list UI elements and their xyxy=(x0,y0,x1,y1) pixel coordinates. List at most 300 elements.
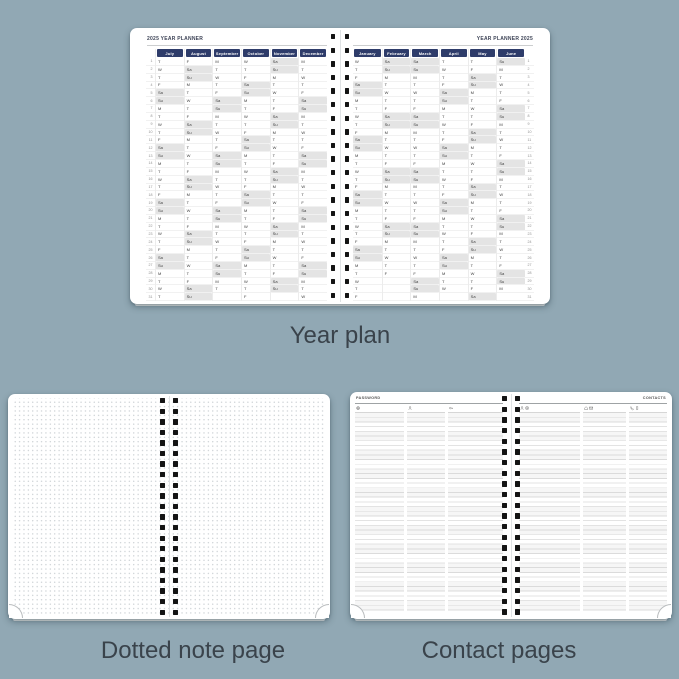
column-header xyxy=(629,405,667,412)
month-column xyxy=(155,49,184,301)
spiral-binding-square xyxy=(345,170,350,175)
spiral-binding-square xyxy=(173,525,178,530)
day-cell: T xyxy=(156,58,184,66)
spiral-binding-square xyxy=(160,536,165,541)
spine-line xyxy=(169,396,170,617)
day-cell: T xyxy=(299,66,327,74)
day-cell: T xyxy=(185,160,213,168)
day-number: 8 xyxy=(146,113,155,121)
day-cell: T xyxy=(156,74,184,82)
user-icon xyxy=(408,406,412,410)
password-columns xyxy=(355,405,503,612)
day-cell: F xyxy=(299,144,327,152)
day-cell: T xyxy=(185,144,213,152)
day-cell: F xyxy=(156,82,184,90)
day-number: 19 xyxy=(146,199,155,207)
day-cell: M xyxy=(185,82,213,90)
spiral-binding-square xyxy=(160,451,165,456)
right-page-title: YEAR PLANNER 2025 xyxy=(476,36,533,42)
contacts-columns xyxy=(519,405,667,612)
day-cell: T xyxy=(185,199,213,207)
day-cell: T xyxy=(156,238,184,246)
day-number: 16 xyxy=(525,176,534,184)
day-cell: T xyxy=(353,231,382,239)
day-cell: Sa xyxy=(271,113,299,121)
day-cell: T xyxy=(271,191,299,199)
day-cell: Sa xyxy=(185,176,213,184)
day-cell: F xyxy=(353,129,382,137)
day-cell: T xyxy=(383,82,411,90)
day-cell: Sa xyxy=(411,168,439,176)
day-number: 20 xyxy=(146,207,155,215)
spiral-binding-square xyxy=(502,449,507,454)
month-column xyxy=(468,49,497,301)
spiral-binding-square xyxy=(173,461,178,466)
day-cell: Su xyxy=(185,184,213,192)
day-cell: W xyxy=(299,293,327,301)
day-cell: T xyxy=(440,168,468,176)
day-number: 20 xyxy=(525,207,534,215)
day-cell: Sa xyxy=(440,144,468,152)
day-cell: Su xyxy=(440,97,468,105)
ruled-lines xyxy=(448,412,503,612)
spiral-binding-square xyxy=(160,599,165,604)
spiral-binding-square xyxy=(173,599,178,604)
day-cell: Su xyxy=(213,105,241,113)
spiral-binding-square xyxy=(173,557,178,562)
day-cell: M xyxy=(440,160,468,168)
spine-line xyxy=(340,30,341,302)
day-cell: F xyxy=(440,246,468,254)
day-cell: W xyxy=(469,270,497,278)
ruled-column xyxy=(355,405,404,612)
spiral-binding-square xyxy=(345,197,350,202)
day-cell: Su xyxy=(185,293,213,301)
day-cell: T xyxy=(411,97,439,105)
spiral-binding-square xyxy=(331,170,336,175)
day-cell: Sa xyxy=(469,293,497,301)
day-cell: Sa xyxy=(185,121,213,129)
user-icon xyxy=(520,406,524,410)
day-cell: W xyxy=(440,121,468,129)
day-cell: T xyxy=(299,285,327,293)
spiral-binding-square xyxy=(502,577,507,582)
day-cell: M xyxy=(383,74,411,82)
spiral-binding-square xyxy=(331,184,336,189)
day-cell: T xyxy=(383,207,411,215)
day-cell: M xyxy=(213,223,241,231)
spiral-binding-square xyxy=(502,609,507,614)
day-cell: F xyxy=(242,238,270,246)
day-cell: Sa xyxy=(440,89,468,97)
spiral-binding-square xyxy=(502,492,507,497)
month-header: September xyxy=(215,50,239,56)
day-cell: F xyxy=(469,66,497,74)
day-cell: W xyxy=(497,246,525,254)
spiral-binding-square xyxy=(515,545,520,550)
mobile-icon xyxy=(635,406,639,410)
day-number: 30 xyxy=(525,285,534,293)
spiral-binding-square xyxy=(345,252,350,257)
day-cell: Sa xyxy=(469,129,497,137)
day-cell: T xyxy=(156,278,184,286)
day-cell: Su xyxy=(383,66,411,74)
day-cell: T xyxy=(242,160,270,168)
contacts-page xyxy=(519,392,667,619)
day-cell: F xyxy=(185,278,213,286)
day-cell: W xyxy=(156,285,184,293)
day-cell: T xyxy=(383,191,411,199)
spiral-binding-square xyxy=(345,265,350,270)
month-column xyxy=(270,49,299,301)
day-cell: M xyxy=(353,97,382,105)
day-cell: M xyxy=(185,191,213,199)
day-cell: W xyxy=(185,207,213,215)
month-header: April xyxy=(441,49,467,57)
day-number: 23 xyxy=(146,231,155,239)
day-number: 26 xyxy=(146,254,155,262)
day-cell: Sa xyxy=(383,58,411,66)
column-header xyxy=(355,405,404,412)
day-number: 18 xyxy=(525,191,534,199)
day-cell: M xyxy=(185,136,213,144)
day-cell: Su xyxy=(411,285,439,293)
phone-icon xyxy=(630,406,634,410)
day-cell: M xyxy=(383,184,411,192)
spiral-binding-square xyxy=(345,293,350,298)
password-page xyxy=(355,392,503,619)
day-cell: F xyxy=(383,160,411,168)
day-cell: Su xyxy=(185,129,213,137)
day-cell: F xyxy=(271,160,299,168)
day-cell: T xyxy=(497,74,525,82)
spiral-binding-square xyxy=(173,504,178,509)
day-cell: M xyxy=(411,129,439,137)
day-number: 18 xyxy=(146,191,155,199)
ruled-lines xyxy=(519,412,580,612)
day-cell: Su xyxy=(497,168,525,176)
ruled-column xyxy=(629,405,667,612)
day-cell: F xyxy=(383,105,411,113)
spiral-binding-square xyxy=(173,567,178,572)
day-cell: Sa xyxy=(299,207,327,215)
day-cell: M xyxy=(353,152,382,160)
spiral-binding-square xyxy=(502,481,507,486)
day-cell: F xyxy=(353,293,382,301)
spiral-binding-right xyxy=(173,398,178,615)
day-cell: M xyxy=(353,262,382,270)
day-number: 12 xyxy=(146,144,155,152)
spiral-binding-square xyxy=(331,102,336,107)
day-number: 13 xyxy=(146,152,155,160)
day-cell: M xyxy=(440,270,468,278)
day-cell: T xyxy=(156,129,184,137)
day-cell: F xyxy=(497,262,525,270)
day-cell: Su xyxy=(213,270,241,278)
spiral-binding-square xyxy=(331,238,336,243)
spiral-binding-square xyxy=(160,472,165,477)
header-spacer xyxy=(146,49,155,58)
spiral-binding-right xyxy=(515,396,520,615)
day-cell: T xyxy=(497,184,525,192)
month-column xyxy=(212,49,241,301)
day-cell: M xyxy=(242,207,270,215)
spiral-binding-square xyxy=(331,252,336,257)
day-cell: Sa xyxy=(156,144,184,152)
day-number: 27 xyxy=(525,262,534,270)
spiral-binding-square xyxy=(502,503,507,508)
spiral-binding-square xyxy=(515,407,520,412)
spiral-binding-square xyxy=(502,567,507,572)
day-cell: T xyxy=(411,152,439,160)
day-cell: W xyxy=(213,74,241,82)
day-cell: Sa xyxy=(411,223,439,231)
day-number: 22 xyxy=(525,223,534,231)
day-cell: Su xyxy=(469,191,497,199)
day-cell: T xyxy=(469,223,497,231)
day-cell: T xyxy=(440,223,468,231)
day-cell: Su xyxy=(271,66,299,74)
day-number: 4 xyxy=(525,82,534,90)
day-cell: W xyxy=(299,74,327,82)
day-cell: T xyxy=(440,184,468,192)
day-number: 14 xyxy=(525,160,534,168)
day-cell: T xyxy=(497,238,525,246)
month-header: July xyxy=(157,49,183,57)
year-planner-right-page xyxy=(340,28,550,304)
day-cell: T xyxy=(213,176,241,184)
day-cell: M xyxy=(497,231,525,239)
day-cell: T xyxy=(213,191,241,199)
day-cell: T xyxy=(383,97,411,105)
day-cell: T xyxy=(469,278,497,286)
month-header: October xyxy=(243,49,269,57)
spiral-binding-square xyxy=(331,34,336,39)
day-cell: T xyxy=(411,246,439,254)
day-cell: Sa xyxy=(185,285,213,293)
spiral-binding-left xyxy=(502,396,507,615)
day-cell: F xyxy=(185,168,213,176)
spiral-binding-square xyxy=(502,545,507,550)
day-cell: T xyxy=(213,231,241,239)
spine-line xyxy=(511,394,512,617)
day-number-column xyxy=(146,49,155,301)
ruled-column xyxy=(519,405,580,612)
day-cell: W xyxy=(411,144,439,152)
day-cell: W xyxy=(411,89,439,97)
day-cell: M xyxy=(156,105,184,113)
day-cell: Sa xyxy=(299,97,327,105)
day-cell: M xyxy=(271,74,299,82)
spiral-binding-square xyxy=(331,116,336,121)
day-cell: Sa xyxy=(497,270,525,278)
day-number: 6 xyxy=(146,97,155,105)
spiral-binding-square xyxy=(345,34,350,39)
spiral-binding-square xyxy=(173,409,178,414)
day-number: 9 xyxy=(146,121,155,129)
day-cell: M xyxy=(497,121,525,129)
day-cell: W xyxy=(185,97,213,105)
day-cell: T xyxy=(411,136,439,144)
spiral-binding-square xyxy=(515,449,520,454)
day-number: 27 xyxy=(146,262,155,270)
spiral-binding-square xyxy=(173,610,178,615)
day-cell: W xyxy=(383,199,411,207)
day-number: 16 xyxy=(146,176,155,184)
day-number: 2 xyxy=(146,66,155,74)
day-number: 17 xyxy=(525,184,534,192)
day-cell: T xyxy=(156,223,184,231)
day-cell: F xyxy=(469,285,497,293)
spiral-binding-square xyxy=(160,461,165,466)
day-cell: W xyxy=(271,254,299,262)
day-cell: W xyxy=(383,89,411,97)
day-number: 12 xyxy=(525,144,534,152)
spiral-binding-square xyxy=(515,428,520,433)
day-cell: Su xyxy=(383,231,411,239)
day-cell: Sa xyxy=(383,168,411,176)
day-cell: M xyxy=(156,160,184,168)
day-number: 15 xyxy=(146,168,155,176)
day-number: 23 xyxy=(525,231,534,239)
day-cell: T xyxy=(213,66,241,74)
spiral-binding-square xyxy=(345,61,350,66)
day-cell: Sa xyxy=(213,262,241,270)
day-cell: T xyxy=(271,262,299,270)
day-cell: M xyxy=(242,97,270,105)
day-number: 9 xyxy=(525,121,534,129)
day-cell: T xyxy=(353,285,382,293)
day-cell: T xyxy=(353,176,382,184)
spiral-binding-square xyxy=(331,156,336,161)
spiral-binding-square xyxy=(345,102,350,107)
day-number: 10 xyxy=(525,129,534,137)
day-cell: M xyxy=(383,129,411,137)
day-cell: Su xyxy=(353,144,382,152)
day-cell: T xyxy=(213,82,241,90)
month-header: November xyxy=(272,49,298,57)
day-cell: T xyxy=(299,82,327,90)
day-cell: M xyxy=(271,238,299,246)
day-cell: F xyxy=(213,144,241,152)
day-cell: M xyxy=(497,285,525,293)
day-cell: Su xyxy=(469,82,497,90)
day-cell: F xyxy=(213,89,241,97)
day-cell: Sa xyxy=(185,231,213,239)
spiral-binding-square xyxy=(345,225,350,230)
spiral-binding-square xyxy=(502,513,507,518)
spiral-binding-square xyxy=(502,535,507,540)
day-cell: F xyxy=(299,254,327,262)
day-cell: F xyxy=(185,113,213,121)
day-cell: F xyxy=(497,152,525,160)
spiral-binding-square xyxy=(345,143,350,148)
day-cell: F xyxy=(271,270,299,278)
spiral-binding-square xyxy=(173,514,178,519)
day-cell: Su xyxy=(213,160,241,168)
day-cell: F xyxy=(242,129,270,137)
day-cell: Su xyxy=(299,215,327,223)
day-number: 29 xyxy=(525,278,534,286)
month-header: February xyxy=(384,49,410,57)
month-column xyxy=(184,49,213,301)
day-cell: Su xyxy=(440,152,468,160)
spiral-binding-square xyxy=(502,417,507,422)
day-cell xyxy=(497,293,525,301)
spiral-binding-square xyxy=(331,197,336,202)
day-cell: Sa xyxy=(271,58,299,66)
spiral-binding-square xyxy=(331,48,336,53)
day-cell: Sa xyxy=(156,254,184,262)
spiral-binding-square xyxy=(173,578,178,583)
dotted-note-spread xyxy=(8,394,330,619)
day-cell: M xyxy=(299,223,327,231)
spiral-binding-square xyxy=(515,471,520,476)
day-cell: F xyxy=(497,207,525,215)
day-cell: F xyxy=(440,82,468,90)
title-rule xyxy=(353,45,533,46)
day-number: 7 xyxy=(525,105,534,113)
day-number: 28 xyxy=(525,270,534,278)
day-number: 3 xyxy=(146,74,155,82)
day-cell: T xyxy=(299,136,327,144)
spiral-binding-square xyxy=(515,439,520,444)
spiral-binding-square xyxy=(515,588,520,593)
spiral-binding-square xyxy=(515,396,520,401)
spiral-binding-square xyxy=(160,483,165,488)
day-cell: T xyxy=(469,97,497,105)
day-cell: T xyxy=(440,58,468,66)
spiral-binding-square xyxy=(160,610,165,615)
spiral-binding-square xyxy=(515,513,520,518)
spiral-binding-square xyxy=(173,483,178,488)
day-cell: T xyxy=(411,82,439,90)
column-header xyxy=(448,405,503,412)
day-cell: T xyxy=(383,136,411,144)
month-header: December xyxy=(300,49,326,57)
day-cell: F xyxy=(411,160,439,168)
day-cell: M xyxy=(353,207,382,215)
spiral-binding-square xyxy=(502,439,507,444)
day-cell: M xyxy=(299,113,327,121)
day-cell: M xyxy=(213,278,241,286)
day-cell: T xyxy=(185,270,213,278)
day-cell: Sa xyxy=(156,89,184,97)
email-icon xyxy=(589,406,593,410)
spiral-binding-square xyxy=(515,481,520,486)
day-number: 11 xyxy=(525,136,534,144)
spiral-binding-square xyxy=(160,440,165,445)
day-number: 4 xyxy=(146,82,155,90)
day-cell: T xyxy=(411,191,439,199)
day-cell: Sa xyxy=(185,66,213,74)
day-cell: W xyxy=(156,121,184,129)
spiral-binding-square xyxy=(160,419,165,424)
day-cell: W xyxy=(156,66,184,74)
day-cell: W xyxy=(213,184,241,192)
spiral-binding-square xyxy=(345,116,350,121)
day-cell: M xyxy=(299,168,327,176)
day-cell: M xyxy=(411,293,439,301)
day-cell: W xyxy=(440,231,468,239)
spiral-binding-square xyxy=(345,156,350,161)
day-cell: W xyxy=(271,89,299,97)
day-number: 2 xyxy=(525,66,534,74)
day-cell: Su xyxy=(440,262,468,270)
month-header: January xyxy=(354,49,381,57)
password-page-title: PASSWORD xyxy=(356,396,381,400)
day-cell: Su xyxy=(383,176,411,184)
